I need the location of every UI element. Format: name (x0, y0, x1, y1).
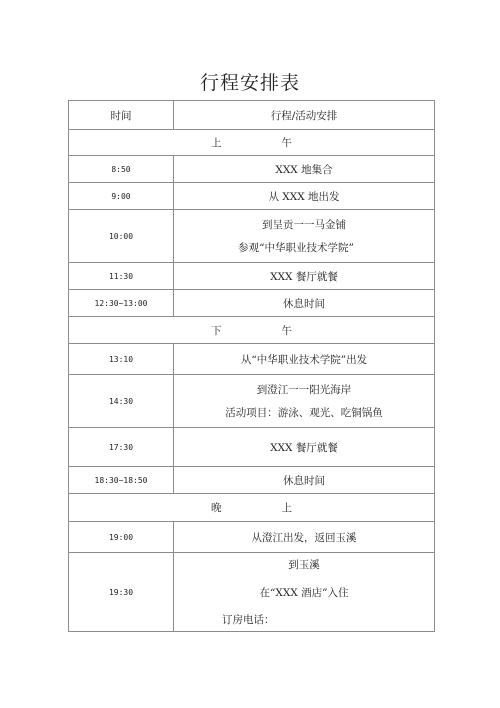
period-evening-char-2: 上 (281, 502, 292, 514)
period-afternoon (69, 317, 435, 344)
row-activity: 从“中华职业技术学院”出发 (174, 344, 435, 375)
row-time: 19:30 (69, 553, 174, 632)
row-activity: XXX 地集合 (174, 156, 435, 183)
table-row (69, 553, 435, 632)
row-time: 11:30 (69, 263, 174, 290)
row-activity (174, 210, 435, 263)
period-afternoon-char-2: 午 (281, 324, 292, 337)
row-activity: XXX 餐厅就餐 (174, 263, 435, 290)
row-activity-line: 活动项目：游泳、观光、吃铜锅鱼 (225, 407, 383, 419)
row-activity: 休息时间 (174, 467, 435, 494)
schedule-table (68, 100, 435, 632)
table-row (69, 375, 435, 428)
table-row (69, 290, 435, 317)
row-activity (174, 375, 435, 428)
row-activity: 从澄江出发，返回玉溪 (174, 522, 435, 553)
table-row (69, 522, 435, 553)
table-row (69, 183, 435, 210)
row-time: 12:30~13:00 (69, 290, 174, 317)
table-row (69, 210, 435, 263)
period-afternoon-char-1: 下 (211, 324, 222, 337)
row-time: 13:10 (69, 344, 174, 375)
period-morning-char-2: 午 (281, 137, 292, 149)
table-row (69, 344, 435, 375)
table-row (69, 428, 435, 467)
row-activity-line: 到澄江一一阳光海岸 (256, 384, 352, 396)
row-activity-line: 订房电话： (222, 614, 275, 626)
row-time: 9:00 (69, 183, 174, 210)
row-time: 17:30 (69, 428, 174, 467)
header-activity: 行程/活动安排 (174, 101, 435, 130)
row-time: 19:00 (69, 522, 174, 553)
row-time: 18:30~18:50 (69, 467, 174, 494)
period-evening-char-1: 晚 (211, 502, 222, 514)
period-morning-char-1: 上 (211, 137, 222, 149)
row-time: 8:50 (69, 156, 174, 183)
row-activity: XXX 餐厅就餐 (174, 428, 435, 467)
row-activity-line: 在“XXX 酒店”入住 (259, 587, 349, 599)
period-row-evening (69, 494, 435, 522)
table-header-row (69, 101, 435, 130)
row-activity-line: 到玉溪 (288, 559, 320, 571)
table-row (69, 467, 435, 494)
period-row-afternoon (69, 317, 435, 344)
row-activity-line: 到呈贡一一马金铺 (262, 219, 346, 231)
period-evening (69, 494, 435, 522)
row-time: 14:30 (69, 375, 174, 428)
table-row (69, 156, 435, 183)
row-time: 10:00 (69, 210, 174, 263)
period-morning (69, 130, 435, 156)
table-row (69, 263, 435, 290)
period-row-morning (69, 130, 435, 156)
row-activity (174, 553, 435, 632)
row-activity: 休息时间 (174, 290, 435, 317)
page-title: 行程安排表 (199, 72, 300, 94)
header-time: 时间 (69, 101, 174, 130)
row-activity: 从 XXX 地出发 (174, 183, 435, 210)
row-activity-line: 参观“中华职业技术学院” (238, 242, 354, 254)
